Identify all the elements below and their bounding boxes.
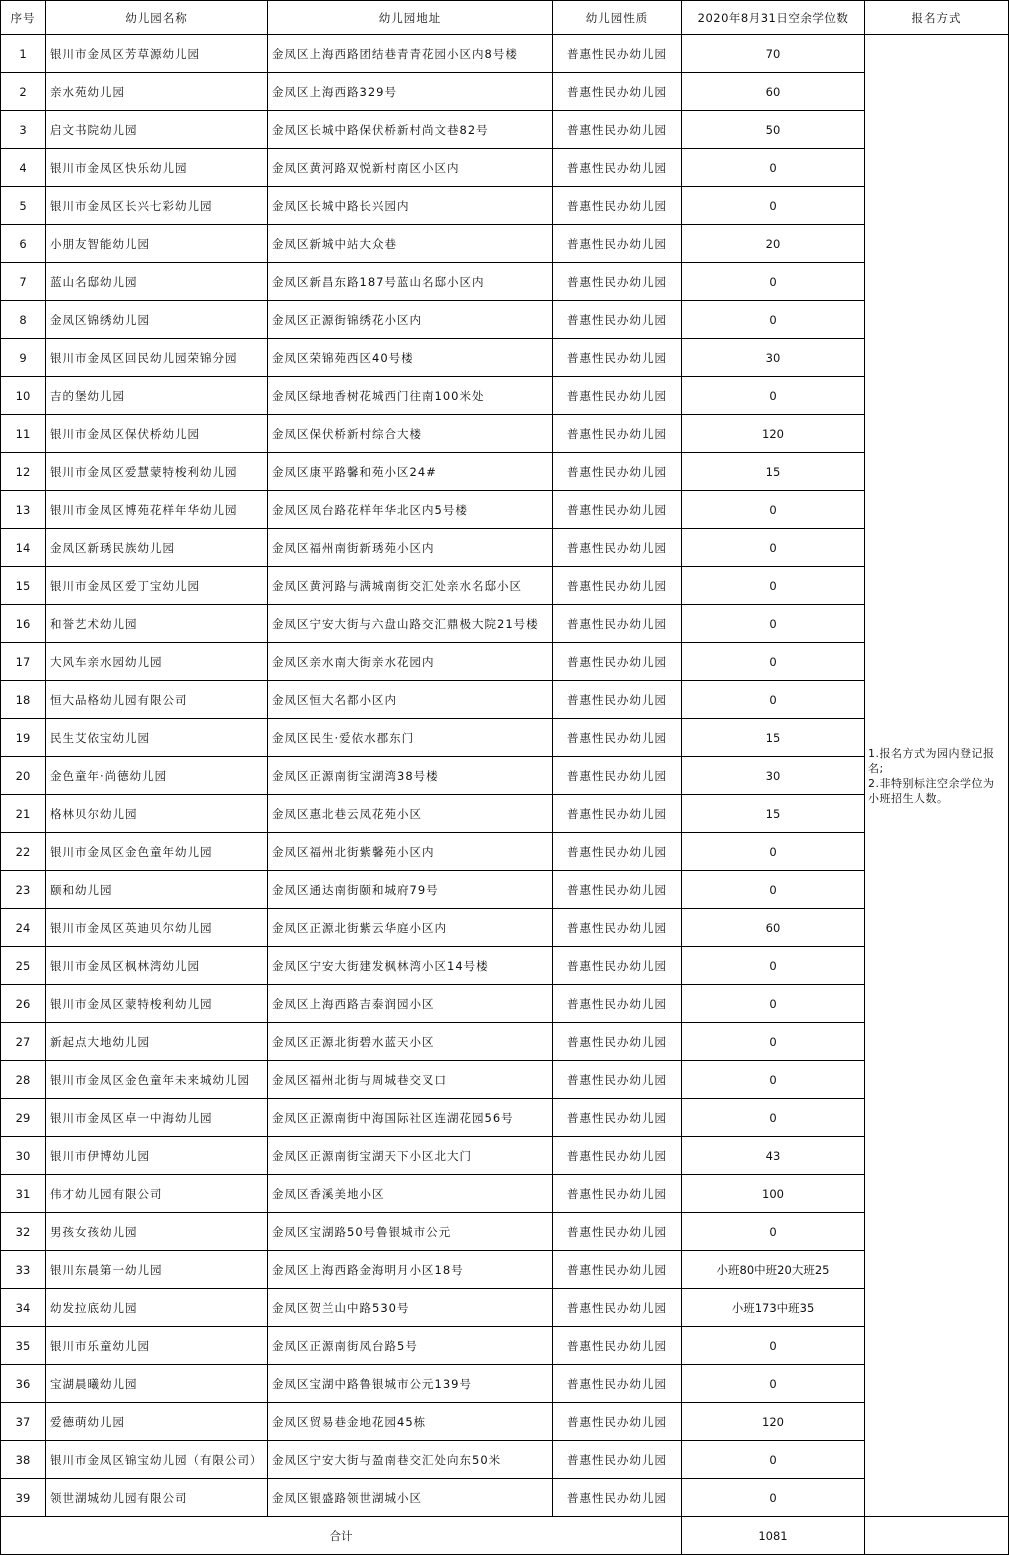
row-vacancies: 43 [682, 1137, 865, 1175]
row-vacancies: 60 [682, 909, 865, 947]
row-address: 金凤区上海西路329号 [268, 73, 553, 111]
row-vacancies: 0 [682, 1213, 865, 1251]
row-kindergarten-name: 恒大品格幼儿园有限公司 [46, 681, 268, 719]
row-type: 普惠性民办幼儿园 [553, 149, 682, 187]
row-index: 18 [1, 681, 46, 719]
row-address: 金凤区香溪美地小区 [268, 1175, 553, 1213]
row-type: 普惠性民办幼儿园 [553, 605, 682, 643]
row-index: 20 [1, 757, 46, 795]
row-vacancies: 100 [682, 1175, 865, 1213]
header-type: 幼儿园性质 [553, 1, 682, 35]
row-index: 5 [1, 187, 46, 225]
row-index: 26 [1, 985, 46, 1023]
row-address: 金凤区正源南街凤台路5号 [268, 1327, 553, 1365]
row-kindergarten-name: 银川市金凤区芳草源幼儿园 [46, 35, 268, 73]
row-address: 金凤区黄河路与满城南街交汇处亲水名邸小区 [268, 567, 553, 605]
table-row [1, 795, 1009, 833]
total-label: 合计 [1, 1517, 682, 1555]
row-type: 普惠性民办幼儿园 [553, 1441, 682, 1479]
row-address: 金凤区正源街锦绣花小区内 [268, 301, 553, 339]
row-address: 金凤区正源南街宝湖湾38号楼 [268, 757, 553, 795]
table-row [1, 529, 1009, 567]
table-row [1, 1441, 1009, 1479]
row-kindergarten-name: 格林贝尔幼儿园 [46, 795, 268, 833]
row-kindergarten-name: 银川市金凤区英迪贝尔幼儿园 [46, 909, 268, 947]
row-type: 普惠性民办幼儿园 [553, 947, 682, 985]
table-row [1, 1403, 1009, 1441]
row-address: 金凤区正源北街紫云华庭小区内 [268, 909, 553, 947]
row-index: 17 [1, 643, 46, 681]
row-type: 普惠性民办幼儿园 [553, 111, 682, 149]
row-kindergarten-name: 银川市金凤区博苑花样年华幼儿园 [46, 491, 268, 529]
table-row [1, 757, 1009, 795]
row-index: 3 [1, 111, 46, 149]
table-row [1, 491, 1009, 529]
row-type: 普惠性民办幼儿园 [553, 757, 682, 795]
row-index: 16 [1, 605, 46, 643]
row-vacancies: 0 [682, 947, 865, 985]
header-address: 幼儿园地址 [268, 1, 553, 35]
row-address: 金凤区贸易巷金地花园45栋 [268, 1403, 553, 1441]
table-row [1, 909, 1009, 947]
row-kindergarten-name: 伟才幼儿园有限公司 [46, 1175, 268, 1213]
row-index: 34 [1, 1289, 46, 1327]
row-vacancies: 15 [682, 795, 865, 833]
table-row [1, 871, 1009, 909]
row-type: 普惠性民办幼儿园 [553, 415, 682, 453]
row-index: 35 [1, 1327, 46, 1365]
row-address: 金凤区正源北街碧水蓝天小区 [268, 1023, 553, 1061]
header-name: 幼儿园名称 [46, 1, 268, 35]
row-type: 普惠性民办幼儿园 [553, 1099, 682, 1137]
row-kindergarten-name: 银川市金凤区金色童年幼儿园 [46, 833, 268, 871]
table-row [1, 1479, 1009, 1517]
row-type: 普惠性民办幼儿园 [553, 339, 682, 377]
row-kindergarten-name: 民生艾依宝幼儿园 [46, 719, 268, 757]
row-vacancies: 15 [682, 719, 865, 757]
row-index: 21 [1, 795, 46, 833]
row-address: 金凤区通达南街颐和城府79号 [268, 871, 553, 909]
table-row [1, 1023, 1009, 1061]
header-index: 序号 [1, 1, 46, 35]
row-vacancies: 60 [682, 73, 865, 111]
row-vacancies: 0 [682, 871, 865, 909]
row-vacancies: 0 [682, 567, 865, 605]
row-index: 2 [1, 73, 46, 111]
row-vacancies: 小班173中班35 [682, 1289, 865, 1327]
row-vacancies: 120 [682, 415, 865, 453]
row-index: 23 [1, 871, 46, 909]
row-type: 普惠性民办幼儿园 [553, 377, 682, 415]
row-kindergarten-name: 宝湖晨曦幼儿园 [46, 1365, 268, 1403]
row-vacancies: 0 [682, 377, 865, 415]
row-kindergarten-name: 银川市金凤区蒙特梭利幼儿园 [46, 985, 268, 1023]
row-address: 金凤区新城中站大众巷 [268, 225, 553, 263]
row-kindergarten-name: 颐和幼儿园 [46, 871, 268, 909]
row-kindergarten-name: 银川市金凤区卓一中海幼儿园 [46, 1099, 268, 1137]
row-address: 金凤区黄河路双悦新村南区小区内 [268, 149, 553, 187]
row-type: 普惠性民办幼儿园 [553, 1023, 682, 1061]
table-row [1, 377, 1009, 415]
row-vacancies: 0 [682, 1099, 865, 1137]
table-row [1, 263, 1009, 301]
row-type: 普惠性民办幼儿园 [553, 1289, 682, 1327]
table-row [1, 1175, 1009, 1213]
row-index: 33 [1, 1251, 46, 1289]
row-index: 8 [1, 301, 46, 339]
row-vacancies: 0 [682, 1479, 865, 1517]
row-index: 22 [1, 833, 46, 871]
row-address: 金凤区银盛路领世湖城小区 [268, 1479, 553, 1517]
row-type: 普惠性民办幼儿园 [553, 187, 682, 225]
row-address: 金凤区宁安大街与六盘山路交汇鼎极大院21号楼 [268, 605, 553, 643]
row-type: 普惠性民办幼儿园 [553, 73, 682, 111]
table-row [1, 1289, 1009, 1327]
row-index: 14 [1, 529, 46, 567]
row-vacancies: 0 [682, 833, 865, 871]
row-type: 普惠性民办幼儿园 [553, 681, 682, 719]
table-row [1, 1099, 1009, 1137]
row-address: 金凤区惠北巷云凤花苑小区 [268, 795, 553, 833]
row-index: 12 [1, 453, 46, 491]
row-vacancies: 0 [682, 1441, 865, 1479]
row-address: 金凤区上海西路吉泰润园小区 [268, 985, 553, 1023]
row-type: 普惠性民办幼儿园 [553, 225, 682, 263]
table-row [1, 35, 1009, 73]
row-kindergarten-name: 爱德萌幼儿园 [46, 1403, 268, 1441]
table-row [1, 681, 1009, 719]
table-row [1, 1251, 1009, 1289]
table-row [1, 415, 1009, 453]
row-vacancies: 15 [682, 453, 865, 491]
table-row [1, 149, 1009, 187]
row-index: 38 [1, 1441, 46, 1479]
row-kindergarten-name: 银川市金凤区长兴七彩幼儿园 [46, 187, 268, 225]
total-row [1, 1517, 1009, 1555]
row-index: 9 [1, 339, 46, 377]
row-address: 金凤区民生·爱依水郡东门 [268, 719, 553, 757]
row-type: 普惠性民办幼儿园 [553, 35, 682, 73]
row-address: 金凤区恒大名都小区内 [268, 681, 553, 719]
row-address: 金凤区长城中路保伏桥新村尚文巷82号 [268, 111, 553, 149]
row-vacancies: 0 [682, 529, 865, 567]
row-vacancies: 0 [682, 681, 865, 719]
row-type: 普惠性民办幼儿园 [553, 1403, 682, 1441]
row-kindergarten-name: 银川市金凤区枫林湾幼儿园 [46, 947, 268, 985]
row-address: 金凤区宝湖路50号鲁银城市公元 [268, 1213, 553, 1251]
row-type: 普惠性民办幼儿园 [553, 453, 682, 491]
registration-method-note: 2.非特别标注空余学位为小班招生人数。 [868, 776, 995, 805]
table-body [1, 35, 1009, 1517]
row-vacancies: 0 [682, 187, 865, 225]
row-address: 金凤区福州北街紫馨苑小区内 [268, 833, 553, 871]
row-index: 37 [1, 1403, 46, 1441]
row-type: 普惠性民办幼儿园 [553, 263, 682, 301]
header-row [1, 1, 1009, 35]
table-row [1, 1137, 1009, 1175]
table-row [1, 947, 1009, 985]
row-kindergarten-name: 和誉艺术幼儿园 [46, 605, 268, 643]
row-type: 普惠性民办幼儿园 [553, 301, 682, 339]
row-index: 25 [1, 947, 46, 985]
row-type: 普惠性民办幼儿园 [553, 1365, 682, 1403]
row-index: 11 [1, 415, 46, 453]
row-address: 金凤区保伏桥新村综合大楼 [268, 415, 553, 453]
row-address: 金凤区亲水南大街亲水花园内 [268, 643, 553, 681]
header-vacancies: 2020年8月31日空余学位数 [682, 1, 865, 35]
row-kindergarten-name: 领世湖城幼儿园有限公司 [46, 1479, 268, 1517]
row-kindergarten-name: 银川市金凤区锦宝幼儿园（有限公司） [46, 1441, 268, 1479]
row-index: 31 [1, 1175, 46, 1213]
table-row [1, 111, 1009, 149]
row-vacancies: 0 [682, 1023, 865, 1061]
table-row [1, 1365, 1009, 1403]
row-type: 普惠性民办幼儿园 [553, 529, 682, 567]
row-vacancies: 0 [682, 491, 865, 529]
registration-method-cell [865, 35, 1009, 1517]
row-index: 24 [1, 909, 46, 947]
row-vacancies: 120 [682, 1403, 865, 1441]
row-index: 29 [1, 1099, 46, 1137]
row-index: 19 [1, 719, 46, 757]
row-kindergarten-name: 幼发拉底幼儿园 [46, 1289, 268, 1327]
row-kindergarten-name: 银川市乐童幼儿园 [46, 1327, 268, 1365]
table-row [1, 1213, 1009, 1251]
row-kindergarten-name: 亲水苑幼儿园 [46, 73, 268, 111]
row-type: 普惠性民办幼儿园 [553, 795, 682, 833]
table-row [1, 301, 1009, 339]
row-index: 4 [1, 149, 46, 187]
row-type: 普惠性民办幼儿园 [553, 833, 682, 871]
row-kindergarten-name: 启文书院幼儿园 [46, 111, 268, 149]
row-index: 13 [1, 491, 46, 529]
row-index: 30 [1, 1137, 46, 1175]
row-vacancies: 0 [682, 643, 865, 681]
table-row [1, 1327, 1009, 1365]
row-index: 7 [1, 263, 46, 301]
registration-method-note: 1.报名方式为园内登记报名; [868, 746, 995, 775]
row-address: 金凤区正源南街中海国际社区连湖花园56号 [268, 1099, 553, 1137]
row-kindergarten-name: 银川市金凤区回民幼儿园荣锦分园 [46, 339, 268, 377]
row-type: 普惠性民办幼儿园 [553, 909, 682, 947]
table-row [1, 643, 1009, 681]
table-row [1, 73, 1009, 111]
row-vacancies: 0 [682, 301, 865, 339]
row-vacancies: 30 [682, 757, 865, 795]
row-kindergarten-name: 金凤区锦绣幼儿园 [46, 301, 268, 339]
row-type: 普惠性民办幼儿园 [553, 1327, 682, 1365]
row-address: 金凤区福州北街与周城巷交叉口 [268, 1061, 553, 1099]
row-kindergarten-name: 金色童年·尚德幼儿园 [46, 757, 268, 795]
row-address: 金凤区贺兰山中路530号 [268, 1289, 553, 1327]
row-address: 金凤区绿地香树花城西门往南100米处 [268, 377, 553, 415]
row-type: 普惠性民办幼儿园 [553, 1479, 682, 1517]
row-index: 6 [1, 225, 46, 263]
row-type: 普惠性民办幼儿园 [553, 985, 682, 1023]
row-address: 金凤区福州南街新琇苑小区内 [268, 529, 553, 567]
row-address: 金凤区上海西路金海明月小区18号 [268, 1251, 553, 1289]
row-address: 金凤区宁安大街与盈南巷交汇处向东50米 [268, 1441, 553, 1479]
row-vacancies: 0 [682, 1061, 865, 1099]
row-type: 普惠性民办幼儿园 [553, 491, 682, 529]
row-vacancies: 30 [682, 339, 865, 377]
table-row [1, 719, 1009, 757]
row-vacancies: 0 [682, 605, 865, 643]
total-empty-cell [865, 1517, 1009, 1555]
row-index: 1 [1, 35, 46, 73]
table-row [1, 985, 1009, 1023]
row-address: 金凤区荣锦苑西区40号楼 [268, 339, 553, 377]
row-kindergarten-name: 吉的堡幼儿园 [46, 377, 268, 415]
row-kindergarten-name: 蓝山名邸幼儿园 [46, 263, 268, 301]
row-kindergarten-name: 男孩女孩幼儿园 [46, 1213, 268, 1251]
row-index: 28 [1, 1061, 46, 1099]
row-vacancies: 0 [682, 263, 865, 301]
row-vacancies: 0 [682, 985, 865, 1023]
row-index: 39 [1, 1479, 46, 1517]
row-index: 10 [1, 377, 46, 415]
table-row [1, 833, 1009, 871]
row-vacancies: 小班80中班20大班25 [682, 1251, 865, 1289]
row-type: 普惠性民办幼儿园 [553, 1251, 682, 1289]
row-type: 普惠性民办幼儿园 [553, 1175, 682, 1213]
row-address: 金凤区上海西路团结巷青青花园小区内8号楼 [268, 35, 553, 73]
row-vacancies: 70 [682, 35, 865, 73]
total-value: 1081 [682, 1517, 865, 1555]
row-kindergarten-name: 银川市金凤区保伏桥幼儿园 [46, 415, 268, 453]
row-index: 15 [1, 567, 46, 605]
row-type: 普惠性民办幼儿园 [553, 871, 682, 909]
table-row [1, 225, 1009, 263]
row-kindergarten-name: 银川市金凤区爱丁宝幼儿园 [46, 567, 268, 605]
table-row [1, 453, 1009, 491]
row-address: 金凤区宝湖中路鲁银城市公元139号 [268, 1365, 553, 1403]
row-kindergarten-name: 小朋友智能幼儿园 [46, 225, 268, 263]
row-address: 金凤区长城中路长兴园内 [268, 187, 553, 225]
row-vacancies: 0 [682, 1327, 865, 1365]
table-row [1, 605, 1009, 643]
row-address: 金凤区宁安大街建发枫林湾小区14号楼 [268, 947, 553, 985]
row-type: 普惠性民办幼儿园 [553, 643, 682, 681]
row-kindergarten-name: 银川东晨第一幼儿园 [46, 1251, 268, 1289]
row-kindergarten-name: 大风车亲水园幼儿园 [46, 643, 268, 681]
table-row [1, 567, 1009, 605]
row-vacancies: 20 [682, 225, 865, 263]
row-kindergarten-name: 金凤区新琇民族幼儿园 [46, 529, 268, 567]
row-type: 普惠性民办幼儿园 [553, 1213, 682, 1251]
row-vacancies: 0 [682, 149, 865, 187]
row-kindergarten-name: 银川市金凤区快乐幼儿园 [46, 149, 268, 187]
row-type: 普惠性民办幼儿园 [553, 1061, 682, 1099]
row-vacancies: 0 [682, 1365, 865, 1403]
row-address: 金凤区新昌东路187号蓝山名邸小区内 [268, 263, 553, 301]
row-address: 金凤区凤台路花样年华北区内5号楼 [268, 491, 553, 529]
row-index: 27 [1, 1023, 46, 1061]
table-row [1, 1061, 1009, 1099]
row-type: 普惠性民办幼儿园 [553, 1137, 682, 1175]
row-index: 36 [1, 1365, 46, 1403]
header-method: 报名方式 [865, 1, 1009, 35]
row-kindergarten-name: 银川市伊博幼儿园 [46, 1137, 268, 1175]
row-kindergarten-name: 新起点大地幼儿园 [46, 1023, 268, 1061]
row-type: 普惠性民办幼儿园 [553, 567, 682, 605]
table-row [1, 187, 1009, 225]
row-address: 金凤区正源南街宝湖天下小区北大门 [268, 1137, 553, 1175]
row-address: 金凤区康平路馨和苑小区24# [268, 453, 553, 491]
row-kindergarten-name: 银川市金凤区金色童年未来城幼儿园 [46, 1061, 268, 1099]
table-row [1, 339, 1009, 377]
row-kindergarten-name: 银川市金凤区爱慧蒙特梭利幼儿园 [46, 453, 268, 491]
row-index: 32 [1, 1213, 46, 1251]
row-vacancies: 50 [682, 111, 865, 149]
row-type: 普惠性民办幼儿园 [553, 719, 682, 757]
